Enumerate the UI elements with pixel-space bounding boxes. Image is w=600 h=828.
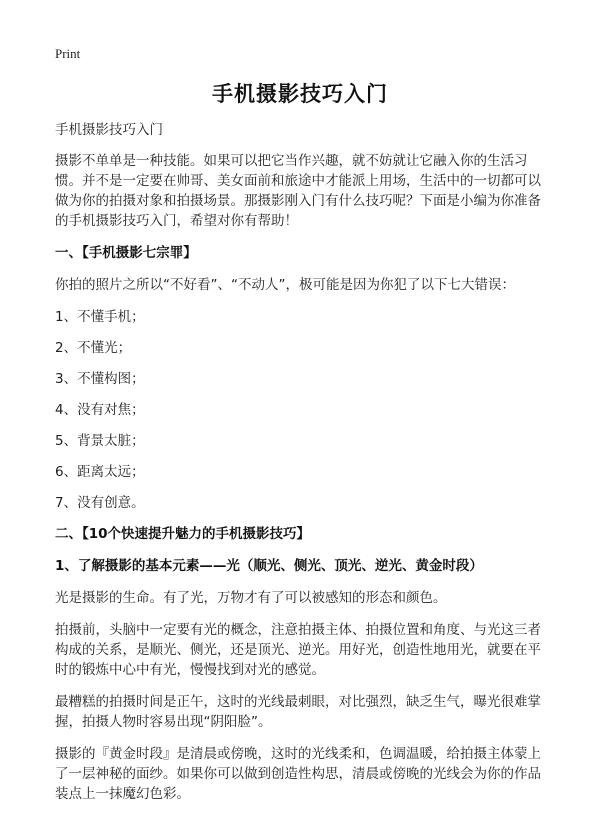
- list-item: 3、不懂构图；: [55, 371, 145, 387]
- list-item: 7、没有创意。: [55, 495, 145, 511]
- print-label: Print: [55, 46, 81, 61]
- list-item: 1、不懂手机；: [55, 309, 145, 325]
- article-subtitle: 手机摄影技巧入门: [55, 122, 163, 138]
- body-paragraph: 光是摄影的生命。有了光，万物才有了可以被感知的形态和颜色。: [55, 590, 447, 606]
- section-heading-1: 一、【手机摄影七宗罪】: [55, 245, 197, 261]
- list-item: 6、距离太远；: [55, 464, 145, 480]
- mistakes-list: [55, 307, 547, 513]
- section2-subheading: 1、了解摄影的基本元素——光（顺光、侧光、顶光、逆光、黄金时段）: [55, 558, 483, 574]
- list-item: 2、不懂光；: [55, 340, 132, 356]
- section1-lead: 你拍的照片之所以“不好看”、“不动人”，极可能是因为你犯了以下七大错误：: [55, 277, 515, 293]
- section-heading-2: 二、【10个快速提升魅力的手机摄影技巧】: [55, 526, 311, 542]
- body-paragraph: 最糟糕的拍摄时间是正午，这时的光线最刺眼，对比强烈，缺乏生气，曝光很难掌握，拍摄人物时容易出现“阴阳脸”。: [55, 694, 541, 730]
- list-item: 5、背景太脏；: [55, 433, 145, 449]
- article-body: [55, 120, 547, 816]
- body-paragraph: 摄影的『黄金时段』是清晨或傍晚，这时的光线柔和，色调温暖，给拍摄主体蒙上了一层神秘的面纱。如果你可以做到创造性构思，清晨或傍晚的光线会为你的作品装点上一抹魔幻色彩。: [55, 746, 541, 802]
- body-paragraph: 拍摄前，头脑中一定要有光的概念，注意拍摄主体、拍摄位置和角度、与光这三者构成的关系，是顺光、侧光，还是顶光、逆光。用好光，创造性地用光，就要在平时的锻炼中心中有光，慢慢找到对光的感觉。: [55, 622, 541, 678]
- intro-paragraph: 摄影不单单是一种技能。如果可以把它当作兴趣，就不妨就让它融入你的生活习惯。并不是一定要在帅哥、美女面前和旅途中才能派上用场，生活中的一切都可以做为你的拍摄对象和拍摄场景。那摄影刚入门有什么技巧呢？下面是小编为你准备的手机摄影技巧入门，希望对你有帮助！: [55, 153, 541, 229]
- page-title: 手机摄影技巧入门: [212, 82, 388, 106]
- list-item: 4、没有对焦；: [55, 402, 145, 418]
